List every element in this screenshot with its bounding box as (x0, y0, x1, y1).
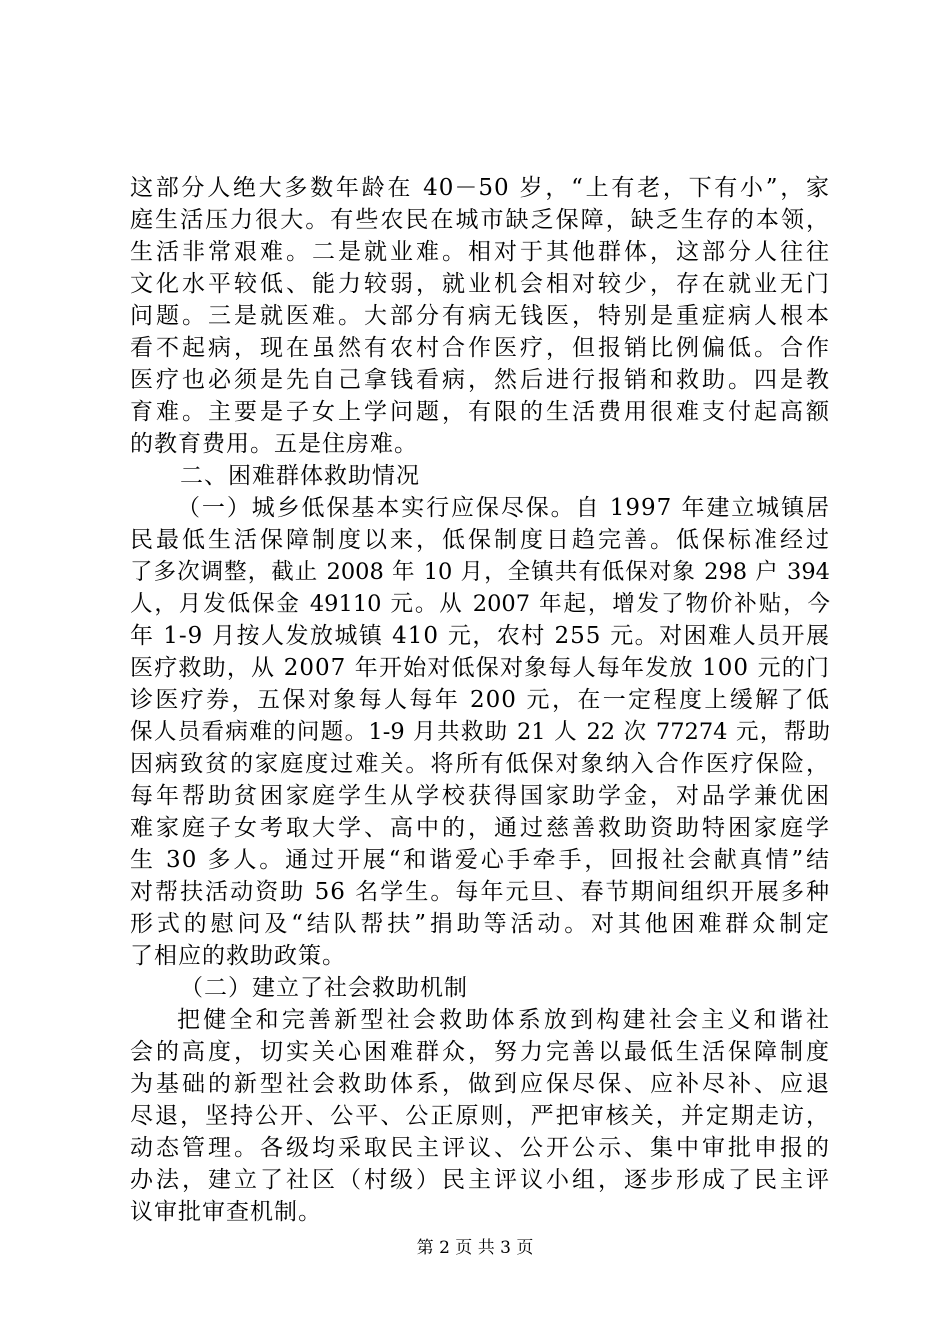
text-line: 形式的慰问及“结队帮扶”捐助等活动。对其他困难群众制定 (130, 911, 830, 937)
text-line: 为基础的新型社会救助体系，做到应保尽保、应补尽补、应退 (130, 1071, 830, 1097)
text-line: 会的高度，切实关心困难群众，努力完善以最低生活保障制度 (130, 1039, 830, 1065)
text-line: 医疗也必须是先自己拿钱看病，然后进行报销和救助。四是教 (130, 367, 830, 393)
text-line: 育难。主要是子女上学问题，有限的生活费用很难支付起高额 (130, 399, 830, 425)
text-line: 文化水平较低、能力较弱，就业机会相对较少，存在就业无门 (130, 271, 830, 297)
text-line: 了多次调整，截止 2008 年 10 月，全镇共有低保对象 298 户 394 (130, 559, 830, 585)
text-line: （一）城乡低保基本实行应保尽保。自 1997 年建立城镇居 (177, 495, 830, 521)
text-line: 民最低生活保障制度以来，低保制度日趋完善。低保标准经过 (130, 527, 830, 553)
text-line: 了相应的救助政策。 (130, 943, 346, 969)
text-line: 问题。三是就医难。大部分有病无钱医，特别是重症病人根本 (130, 303, 830, 329)
text-line: 对帮扶活动资助 56 名学生。每年元旦、春节期间组织开展多种 (130, 879, 830, 905)
text-line: 办法，建立了社区（村级）民主评议小组，逐步形成了民主评 (130, 1167, 830, 1193)
text-line: 动态管理。各级均采取民主评议、公开公示、集中审批申报的 (130, 1135, 830, 1161)
page-number-footer: 第 2 页 共 3 页 (416, 1238, 534, 1258)
text-line: 难家庭子女考取大学、高中的，通过慈善救助资助特困家庭学 (130, 815, 830, 841)
text-line: 看不起病，现在虽然有农村合作医疗，但报销比例偏低。合作 (130, 335, 830, 361)
text-line: 保人员看病难的问题。1-9 月共救助 21 人 22 次 77274 元，帮助 (130, 719, 830, 745)
subsection-heading: （二）建立了社会救助机制 (180, 975, 468, 1001)
paragraph-hardship (130, 172, 830, 460)
text-line: 庭生活压力很大。有些农民在城市缺乏保障，缺乏生存的本领， (130, 207, 830, 233)
text-line: 每年帮助贫困家庭学生从学校获得国家助学金，对品学兼优困 (130, 783, 830, 809)
paragraph-relief-mechanism (130, 1004, 830, 1228)
text-line: 年 1-9 月按人发放城镇 410 元，农村 255 元。对困难人员开展 (130, 623, 830, 649)
text-line: 医疗救助，从 2007 年开始对低保对象每人每年发放 100 元的门 (130, 655, 830, 681)
text-line: 把健全和完善新型社会救助体系放到构建社会主义和谐社 (177, 1007, 830, 1033)
section-heading: 二、困难群体救助情况 (180, 463, 420, 489)
text-line: 生活非常艰难。二是就业难。相对于其他群体，这部分人往往 (130, 239, 830, 265)
paragraph-subsistence-allowance (130, 492, 830, 972)
text-line: 的教育费用。五是住房难。 (130, 431, 418, 457)
text-line: 这部分人绝大多数年龄在 40－50 岁，“上有老，下有小”，家 (130, 175, 830, 201)
document-body (130, 172, 830, 1228)
text-line: 诊医疗券，五保对象每人每年 200 元，在一定程度上缓解了低 (130, 687, 830, 713)
text-line: 人，月发低保金 49110 元。从 2007 年起，增发了物价补贴，今 (130, 591, 830, 617)
text-line: 生 30 多人。通过开展“和谐爱心手牵手，回报社会献真情”结 (130, 847, 830, 873)
text-line: 尽退，坚持公开、公平、公正原则，严把审核关，并定期走访， (130, 1103, 830, 1129)
text-line: 因病致贫的家庭度过难关。将所有低保对象纳入合作医疗保险， (130, 751, 830, 777)
text-line: 议审批审查机制。 (130, 1199, 322, 1225)
